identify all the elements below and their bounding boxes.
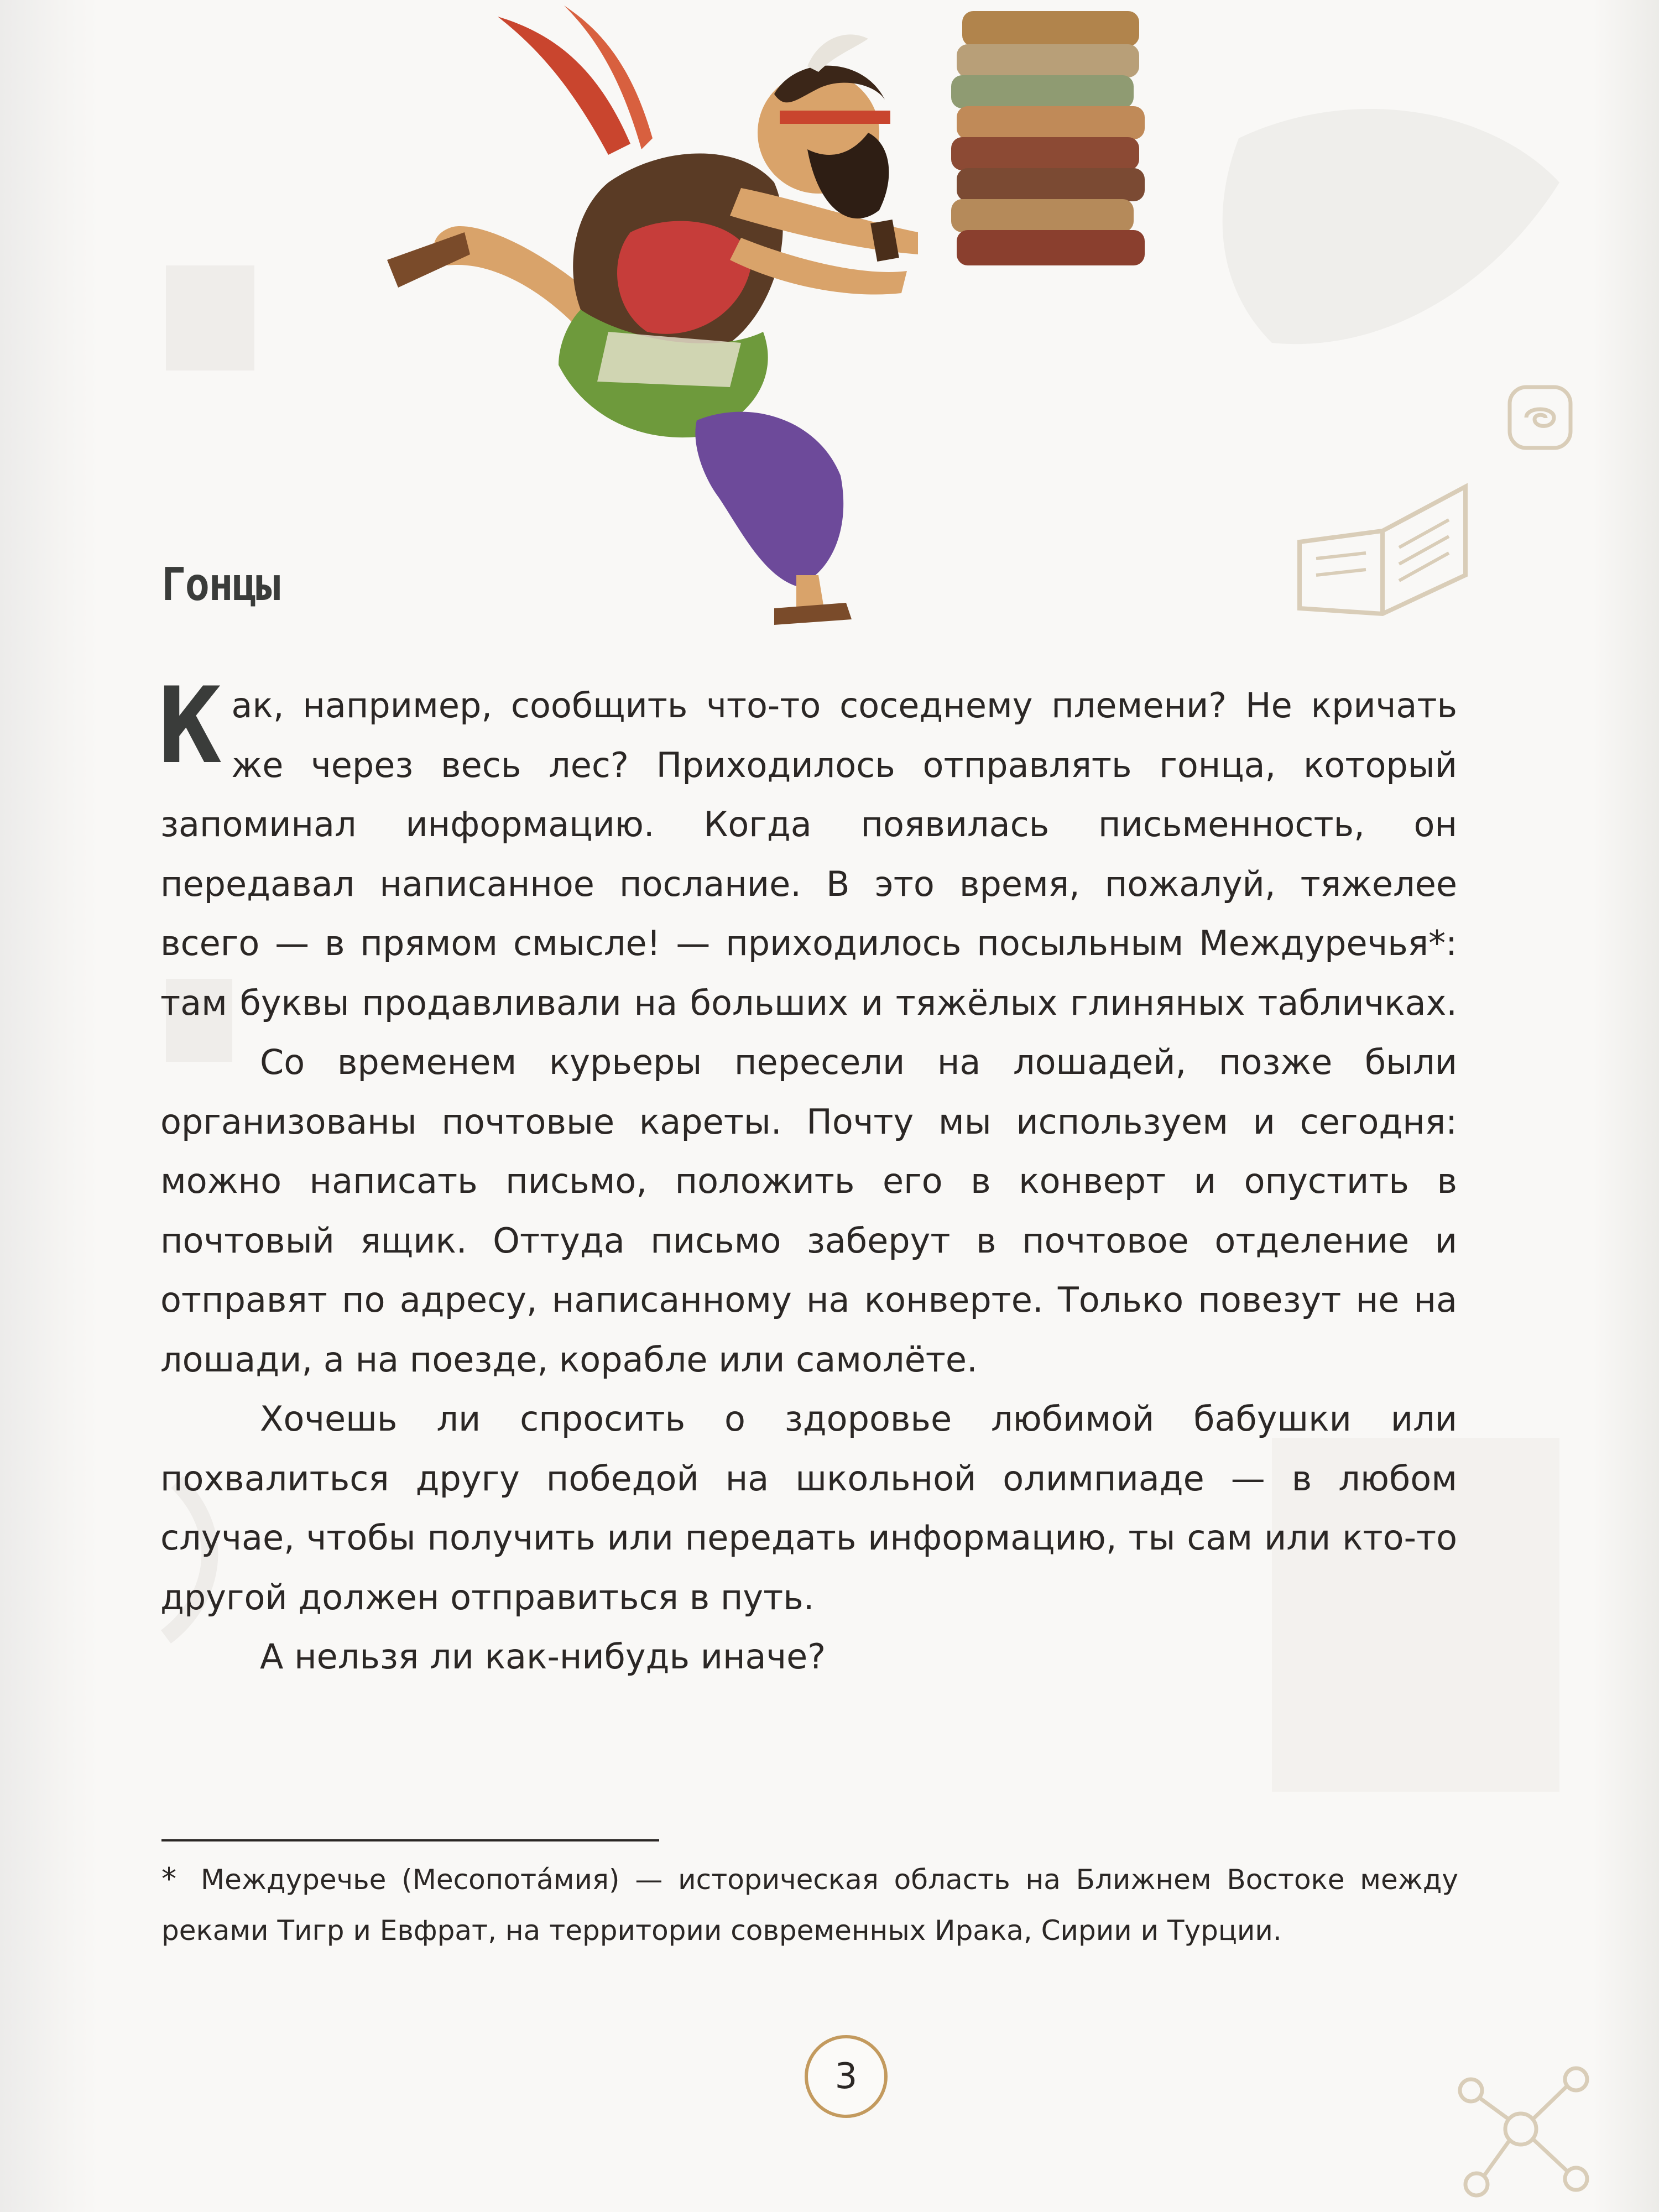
footnote — [161, 1854, 1458, 1956]
courier-illustration — [321, 0, 1338, 630]
section-heading: Гонцы — [161, 559, 280, 611]
decorative-spiral-icon — [1504, 382, 1576, 453]
drop-cap: К — [158, 665, 222, 787]
paragraph-4: А нельзя ли как-нибудь иначе? — [260, 1636, 826, 1677]
footnote-text: Междуречье (Месопотáмия) — историческая область на Ближнем Востоке между реками Тигр и Евфрат, на территории современных Ирака, Сирии и Турции. — [161, 1864, 1458, 1947]
clay-tablets-stack — [951, 11, 1145, 265]
page-number: 3 — [805, 2035, 888, 2118]
article-body — [158, 665, 1457, 1687]
footnote-separator — [161, 1839, 659, 1841]
paragraph-2: Со временем курьеры пересели на лошадей, позже были организованы почтовые кареты. Почту мы используем и сегодня: можно написать письмо, положить его в конверт и опустить в почтовый ящик. Оттуда письмо заберут в почтовое отделение и отправят по адресу, написанному на конверте. Только повезут не на лошади, а на поезде, корабле или самолёте. — [160, 1042, 1457, 1380]
footnote-marker: * — [161, 1861, 176, 1896]
decorative-molecule-icon — [1438, 2046, 1604, 2212]
decorative-book-icon — [1283, 465, 1482, 641]
paragraph-1 — [158, 665, 1457, 1032]
paragraph-3: Хочешь ли спросить о здоровье любимой бабушки или похвалиться другу победой на школьной олимпиаде — в любом случае, чтобы получить или передать информацию, ты сам или кто-то другой должен отправиться в путь. — [160, 1399, 1457, 1618]
paragraph-1-text: ак, например, сообщить что-то соседнему племени? Не кричать же через весь лес? Приходилось отправлять гонца, который запоминал информацию. Когда появилась письменность, он передавал написанное послание. В это время, пожалуй, тяжелее всего — в прямом смысле! — приходилось посыльным Междуречья*: там буквы продавливали на больших и тяжёлых глиняных табличках. — [160, 685, 1457, 1023]
